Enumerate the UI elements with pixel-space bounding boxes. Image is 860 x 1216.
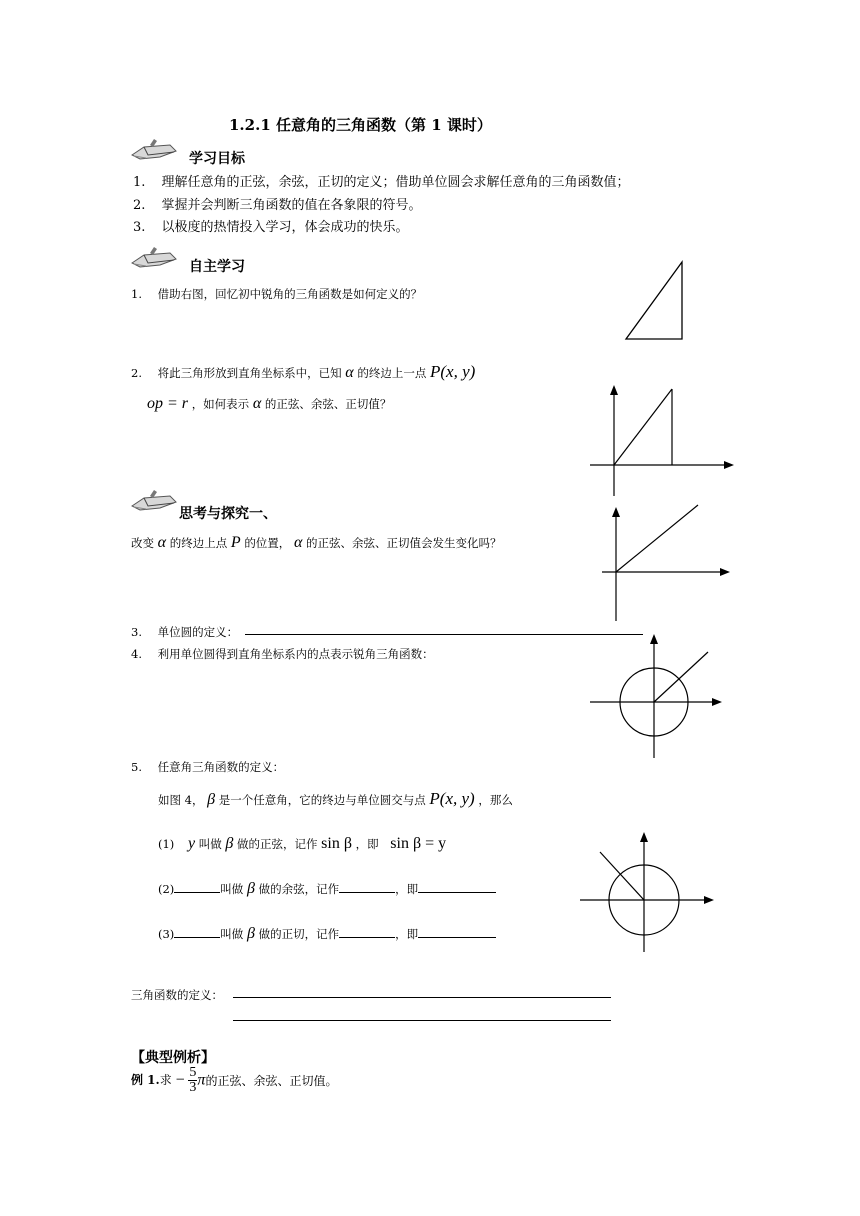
goal-num: 1. bbox=[133, 175, 146, 190]
question-text: 的位置， bbox=[244, 536, 291, 550]
item-index: (2) bbox=[158, 882, 175, 896]
question-text: 的正弦、余弦、正切值？ bbox=[264, 397, 392, 411]
beta-symbol: β bbox=[225, 835, 234, 852]
beta-symbol: β bbox=[246, 925, 255, 942]
alpha-symbol: α bbox=[345, 364, 354, 381]
question-text: 任意角三角函数的定义： bbox=[157, 760, 285, 774]
item-text: ，即 bbox=[395, 927, 419, 941]
right-triangle-figure bbox=[620, 258, 690, 344]
triangle-axes-figure bbox=[588, 383, 736, 499]
explore-heading: 思考与探究一、 bbox=[179, 506, 277, 522]
question-text: 利用单位圆得到直角坐标系内的点表示锐角三角函数： bbox=[157, 647, 434, 661]
item-text: 做的正弦，记作 bbox=[237, 837, 318, 851]
example-text: 的正弦、余弦、正切值。 bbox=[205, 1074, 338, 1088]
question-num: 3. bbox=[131, 625, 142, 639]
goal-text: 以极度的热情投入学习，体会成功的快乐。 bbox=[161, 220, 409, 235]
alpha-symbol: α bbox=[293, 534, 303, 551]
book-pen-icon bbox=[130, 490, 178, 516]
example-text: 求 bbox=[159, 1073, 172, 1087]
question-text: 单位圆的定义： bbox=[157, 625, 239, 639]
ray-axes-figure bbox=[600, 505, 732, 623]
answer-line[interactable] bbox=[245, 634, 643, 635]
question-4 bbox=[131, 646, 434, 662]
goal-item-2 bbox=[133, 194, 422, 213]
examples-heading: 【典型例析】 bbox=[131, 1050, 215, 1066]
item-text: ，即 bbox=[355, 837, 379, 851]
fraction-numerator: 5 bbox=[189, 1065, 197, 1080]
example-label: 例 1. bbox=[131, 1073, 160, 1087]
alpha-symbol: α bbox=[157, 534, 167, 551]
question-num: 5. bbox=[131, 760, 142, 774]
goal-item-1 bbox=[133, 171, 630, 190]
trig-definition-label: 三角函数的定义： bbox=[131, 988, 223, 1002]
intro-text: 是一个任意角，它的终边与单位圆交与点 bbox=[218, 793, 426, 807]
item-text: 做的余弦，记作 bbox=[258, 882, 340, 896]
sin-equation: sin β = y bbox=[390, 835, 447, 852]
definition-line-2 bbox=[158, 880, 496, 898]
answer-blank[interactable] bbox=[339, 926, 395, 938]
question-1 bbox=[131, 286, 422, 302]
definition-line-1 bbox=[158, 835, 446, 853]
y-symbol: y bbox=[187, 835, 196, 852]
question-num: 1. bbox=[131, 287, 142, 301]
point-p: P bbox=[230, 534, 241, 551]
intro-text: 如图 4， bbox=[158, 793, 204, 807]
item-text: 叫做 bbox=[220, 882, 244, 896]
definition-line-3 bbox=[158, 925, 496, 943]
question-2 bbox=[131, 362, 475, 382]
question-text: 借助右图，回忆初中锐角的三角函数是如何定义的？ bbox=[157, 287, 423, 301]
goal-item-3 bbox=[133, 216, 409, 235]
figure-4-unit-circle bbox=[578, 830, 718, 954]
op-equation: op = r bbox=[147, 395, 189, 412]
answer-blank[interactable] bbox=[418, 881, 496, 893]
item-index: (3) bbox=[158, 927, 175, 941]
answer-blank[interactable] bbox=[174, 926, 220, 938]
intro-text: ，那么 bbox=[478, 793, 513, 807]
goals-heading: 学习目标 bbox=[189, 151, 245, 167]
fraction-denominator: 3 bbox=[189, 1080, 197, 1095]
item-text: ，即 bbox=[395, 882, 419, 896]
question-text: ，如何表示 bbox=[191, 397, 250, 411]
example-1 bbox=[131, 1066, 337, 1095]
definition-intro bbox=[158, 789, 513, 809]
item-text: 做的正切，记作 bbox=[258, 927, 340, 941]
item-text: 叫做 bbox=[220, 927, 244, 941]
question-text: 的终边上点 bbox=[169, 536, 228, 550]
beta-symbol: β bbox=[246, 880, 255, 897]
pi-symbol: π bbox=[197, 1071, 206, 1089]
page-title: 1.2.1 任意角的三角函数（第 1 课时） bbox=[229, 116, 492, 134]
minus-sign: − bbox=[175, 1071, 185, 1089]
goal-text: 掌握并会判断三角函数的值在各象限的符号。 bbox=[161, 198, 422, 213]
answer-blank[interactable] bbox=[174, 881, 220, 893]
goal-num: 2. bbox=[133, 198, 146, 213]
answer-line[interactable] bbox=[233, 997, 611, 998]
point-p: P(x, y) bbox=[429, 789, 475, 808]
book-pen-icon bbox=[130, 139, 178, 165]
question-5 bbox=[131, 759, 284, 775]
alpha-symbol: α bbox=[252, 395, 262, 412]
beta-symbol: β bbox=[207, 791, 216, 808]
goal-num: 3. bbox=[133, 220, 146, 235]
self-study-heading: 自主学习 bbox=[189, 259, 245, 275]
explore-question bbox=[131, 534, 502, 552]
question-3 bbox=[131, 624, 238, 640]
point-p: P(x, y) bbox=[430, 362, 476, 381]
answer-blank[interactable] bbox=[418, 926, 496, 938]
goal-text: 理解任意角的正弦，余弦，正切的定义；借助单位圆会求解任意角的三角函数值； bbox=[161, 175, 630, 190]
answer-line[interactable] bbox=[233, 1020, 611, 1021]
question-text: 的正弦、余弦、正切值会发生变化吗？ bbox=[306, 536, 502, 550]
question-2-cont bbox=[147, 395, 391, 413]
sin-beta: sin β bbox=[321, 835, 352, 852]
item-text: 叫做 bbox=[198, 837, 222, 851]
question-num: 4. bbox=[131, 647, 142, 661]
item-index: (1) bbox=[158, 837, 175, 851]
question-text: 将此三角形放到直角坐标系中，已知 bbox=[157, 366, 342, 380]
book-pen-icon bbox=[130, 247, 178, 273]
question-text: 改变 bbox=[131, 536, 154, 550]
unit-circle-figure bbox=[588, 632, 724, 760]
question-text: 的终边上一点 bbox=[357, 366, 427, 380]
answer-blank[interactable] bbox=[339, 881, 395, 893]
question-num: 2. bbox=[131, 366, 142, 380]
